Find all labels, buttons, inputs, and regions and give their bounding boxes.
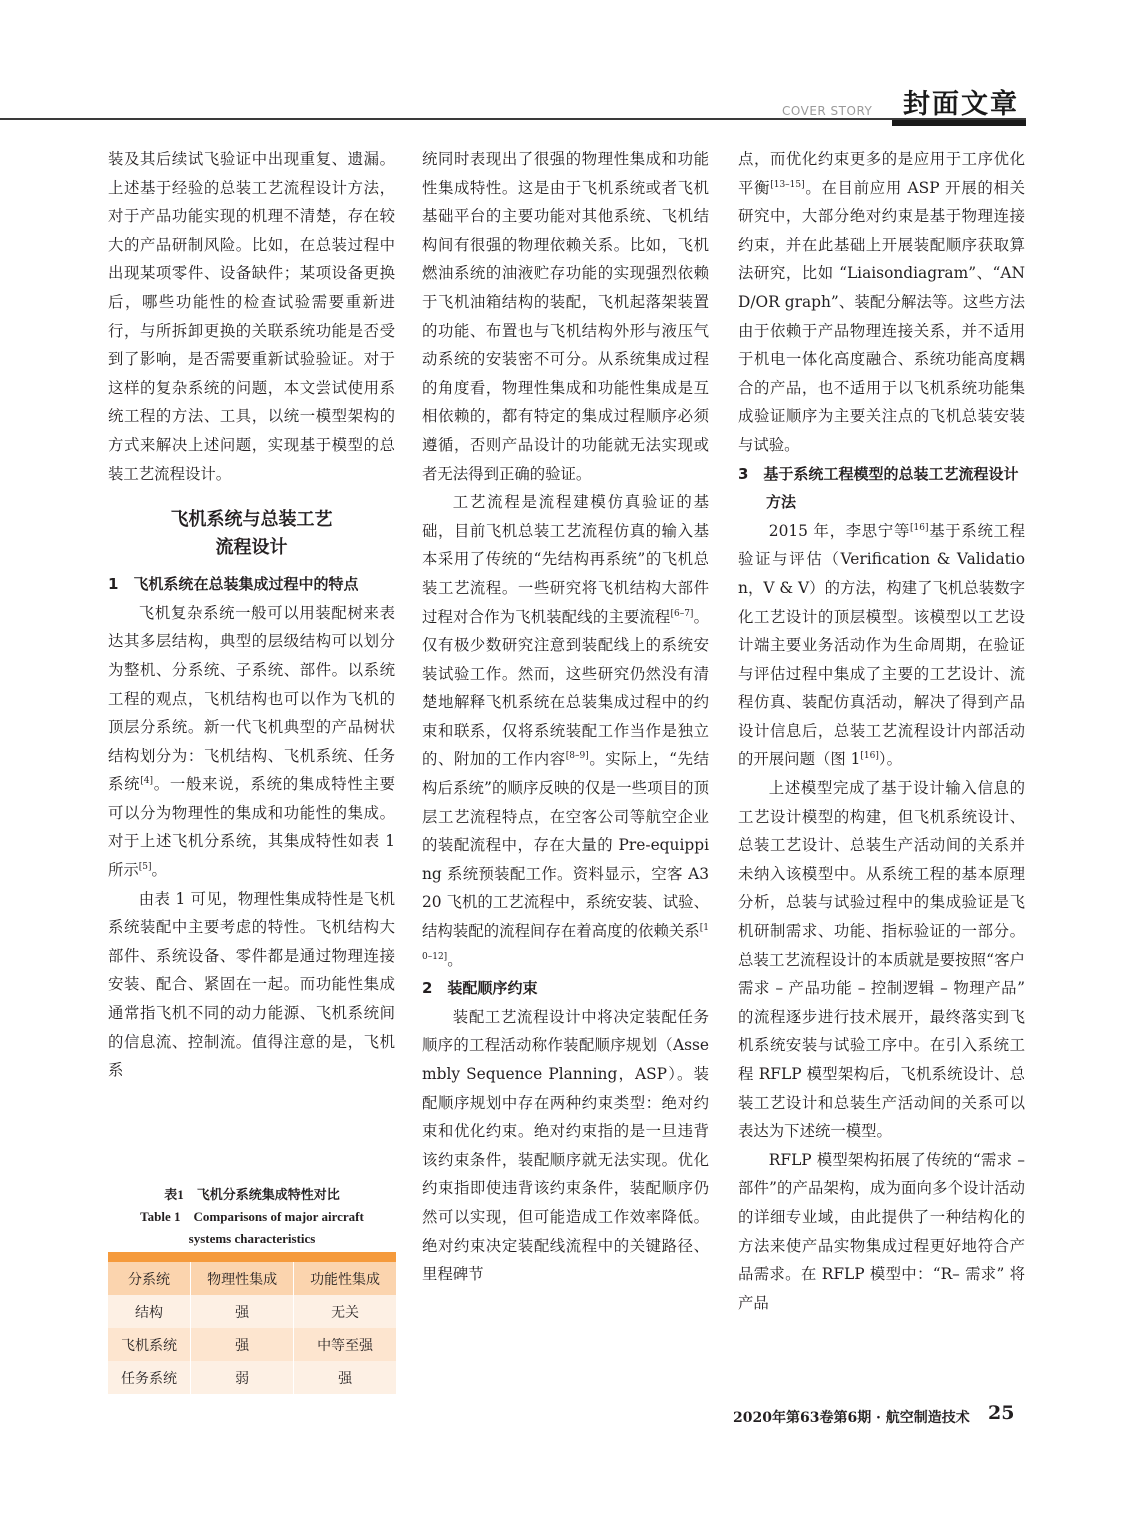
table-caption-cn: 表1 飞机分系统集成特性对比 <box>164 1187 340 1202</box>
table-caption-en-2: systems characteristics <box>188 1231 316 1246</box>
table-cell: 结构 <box>108 1295 191 1328</box>
text: 基于系统工程验证与评估（Verification & Validation，V & V）的方法，构建了飞机总装数字化工艺设计的顶层模型。该模型以工艺设计端主要业务活动作为生命周期，在验证与评估过程中集成了主要的工艺设计、流程仿真、装配仿真活动，解决了得到产品设计信息后，总装工艺流程设计内部活动的开展问题（图 1 <box>738 521 1025 769</box>
column-3 <box>738 145 1025 1317</box>
column-1 <box>108 145 395 1085</box>
section-heading <box>108 506 395 562</box>
citation: [8–9] <box>565 751 589 762</box>
column-2 <box>422 145 709 1289</box>
table-top-bar <box>108 1252 396 1262</box>
citation: [6–7] <box>670 608 694 619</box>
citation: [5] <box>138 861 152 872</box>
subheading-3: 3 基于系统工程模型的总装工艺流程设计方法 <box>738 464 1019 512</box>
paragraph: 装及其后续试飞验证中出现重复、遗漏。上述基于经验的总装工艺流程设计方法，对于产品功能实现的机理不清楚，存在较大的产品研制风险。比如，在总装过程中出现某项零件、设备缺件；某项设备更换后，哪些功能性的检查试验需要重新进行，与所拆卸更换的关联系统功能是否受到了影响，是否需要重新试验验证。对于这样的复杂系统的问题，本文尝试使用系统工程的方法、工具，以统一模型架构的方式来解决上述问题，实现基于模型的总装工艺流程设计。 <box>108 150 395 483</box>
page-number: 25 <box>988 1402 1015 1424</box>
table-row <box>108 1361 396 1394</box>
table-cell: 强 <box>191 1295 294 1328</box>
subheading-1: 1 飞机系统在总装集成过程中的特点 <box>108 575 359 594</box>
paragraph: 装配工艺流程设计中将决定装配任务顺序的工程活动称作装配顺序规划（Assembly Sequence Planning，ASP）。装配顺序规划中存在两种约束类型：绝对约束和优化约束。绝对约束指的是一旦违背该约束条件，装配顺序就无法实现。优化约束指即使违背该约束条件，装配顺序仍然可以实现，但可能造成工作效率降低。绝对约束决定装配线流程中的关键路径、里程碑节 <box>422 1007 709 1284</box>
paragraph: 上述模型完成了基于设计输入信息的工艺设计模型的构建，但飞机系统设计、总装工艺设计、总装生产活动间的关系并未纳入该模型中。从系统工程的基本原理分析，总装与试验过程中的集成验证是飞机研制需求、功能、指标验证的一部分。总装工艺流程设计的本质就是要按照“客户需求 – 产品功能 – 控制逻辑 – 物理产品” 的流程逐步进行技术展开，最终落实到飞机系统安装与试验工序中。在引入系统工程 RFLP 模型架构后，飞机系统设计、总装工艺设计和总装生产活动间的关系可以表达为下述统一模型。 <box>738 779 1025 1141</box>
journal-footer: 2020年第63卷第6期 · 航空制造技术 <box>733 1410 970 1426</box>
text: ）。 <box>878 750 902 769</box>
table-cell: 任务系统 <box>108 1361 191 1394</box>
text: 工艺流程是流程建模仿真验证的基础，目前飞机总装工艺流程仿真的输入基本采用了传统的“先结构再系统”的飞机总装工艺流程。一些研究将飞机结构大部件过程对合作为飞机装配线的主要流程 <box>422 493 709 626</box>
text: 2015 年，李思宁等 <box>768 521 911 540</box>
paragraph <box>108 599 395 885</box>
citation: [16] <box>910 522 929 533</box>
citation: [13–15] <box>770 179 805 190</box>
table-row <box>108 1295 396 1328</box>
table-caption-en-1: Table 1 Comparisons of major aircraft <box>140 1209 364 1224</box>
citation: [10–12] <box>422 922 709 962</box>
table-cell: 强 <box>191 1328 294 1361</box>
table-cell: 中等至强 <box>294 1328 396 1361</box>
text: 。实际上，“先结构后系统”的顺序反映的仅是一些项目的顶层工艺流程特点，在空客公司等航空企业的装配流程中，存在大量的 Pre-equipping 系统预装配工作。资料显示，空客 A320 飞机的工艺流程中，系统安装、试验、结构装配的流程间存在着高度的依赖关系 <box>422 750 709 941</box>
table-cell: 飞机系统 <box>108 1328 191 1361</box>
paragraph: 由表 1 可见，物理性集成特性是飞机系统装配中主要考虑的特性。飞机结构大部件、系统设备、零件都是通过物理连接安装、配合、紧固在一起。而功能性集成通常指飞机不同的动力能源、飞机系统间的信息流、控制流。值得注意的是，飞机系 <box>108 889 395 1080</box>
text: 。一般来说，系统的集成特性主要可以分为物理性的集成和功能性的集成。对于上述飞机分系统，其集成特性如表 1 所示 <box>108 775 395 880</box>
subheading-2: 2 装配顺序约束 <box>422 979 538 998</box>
text: 。在目前应用 ASP 开展的相关研究中，大部分绝对约束是基于物理连接约束，并在此基础上开展装配顺序获取算法研究，比如 “Liaisondiagram”、“AND/OR graph”、装配分解法等。这些方法由于依赖于产品物理连接关系，并不适用于机电一体化高度融合、系统功能高度耦合的产品，也不适用于以飞机系统功能集成验证顺序为主要关注点的飞机总装安装与试验。 <box>738 178 1025 454</box>
section-title: 封面文章 <box>903 89 1019 120</box>
text: 飞机复杂系统一般可以用装配树来表达其多层结构，典型的层级结构可以划分为整机、分系统、子系统、部件。以系统工程的观点，飞机结构也可以作为飞机的顶层分系统。新一代飞机典型的产品树状结构划分为：飞机结构、飞机系统、任务系统 <box>108 603 395 794</box>
text: 。 <box>151 861 167 880</box>
text: 点，而优化约束更多的是应用于工序优化平衡 <box>738 150 1025 197</box>
section-heading-line-2: 流程设计 <box>215 537 288 559</box>
cover-story-label: COVER STORY <box>782 104 873 118</box>
paragraph: 统同时表现出了很强的物理性集成和功能性集成特性。这是由于飞机系统或者飞机基础平台的主要功能对其他系统、飞机结构间有很强的物理依赖关系。比如，飞机燃油系统的油液贮存功能的实现强烈依赖于飞机油箱结构的装配，飞机起落架装置的功能、布置也与飞机结构外形与液压气动系统的安装密不可分。从系统集成过程的角度看，物理性集成和功能性集成是互相依赖的，都有特定的集成过程顺序必须遵循，否则产品设计的功能就无法实现或者无法得到正确的验证。 <box>422 150 709 483</box>
citation: [4] <box>140 776 154 787</box>
citation: [16] <box>860 751 879 762</box>
table-caption <box>108 1184 396 1250</box>
text: 。 <box>447 950 463 969</box>
table-header-cell: 物理性集成 <box>191 1262 294 1295</box>
table-cell: 强 <box>294 1361 396 1394</box>
paragraph: RFLP 模型架构拓展了传统的“需求 – 部件”的产品架构，成为面向多个设计活动的详细专业域，由此提供了一种结构化的方法来使产品实物集成过程更好地符合产品需求。在 RFLP 模型中：“R– 需求” 将产品 <box>738 1150 1025 1312</box>
header-rule <box>0 118 1026 120</box>
table-cell: 无关 <box>294 1295 396 1328</box>
table <box>108 1262 396 1394</box>
section-heading-line-1: 飞机系统与总装工艺 <box>170 509 333 531</box>
table-header-cell: 分系统 <box>108 1262 191 1295</box>
paragraph <box>738 517 1025 774</box>
table-header-cell: 功能性集成 <box>294 1262 396 1295</box>
table-cell: 弱 <box>191 1361 294 1394</box>
comparison-table <box>108 1252 396 1394</box>
paragraph <box>422 488 709 974</box>
paragraph <box>738 145 1025 460</box>
table-header-row <box>108 1262 396 1295</box>
table-row <box>108 1328 396 1361</box>
text: 。仅有极少数研究注意到装配线上的系统安装试验工作。然而，这些研究仍然没有清楚地解释飞机系统在总装集成过程中的约束和联系，仅将系统装配工作当作是独立的、附加的工作内容 <box>422 607 709 769</box>
